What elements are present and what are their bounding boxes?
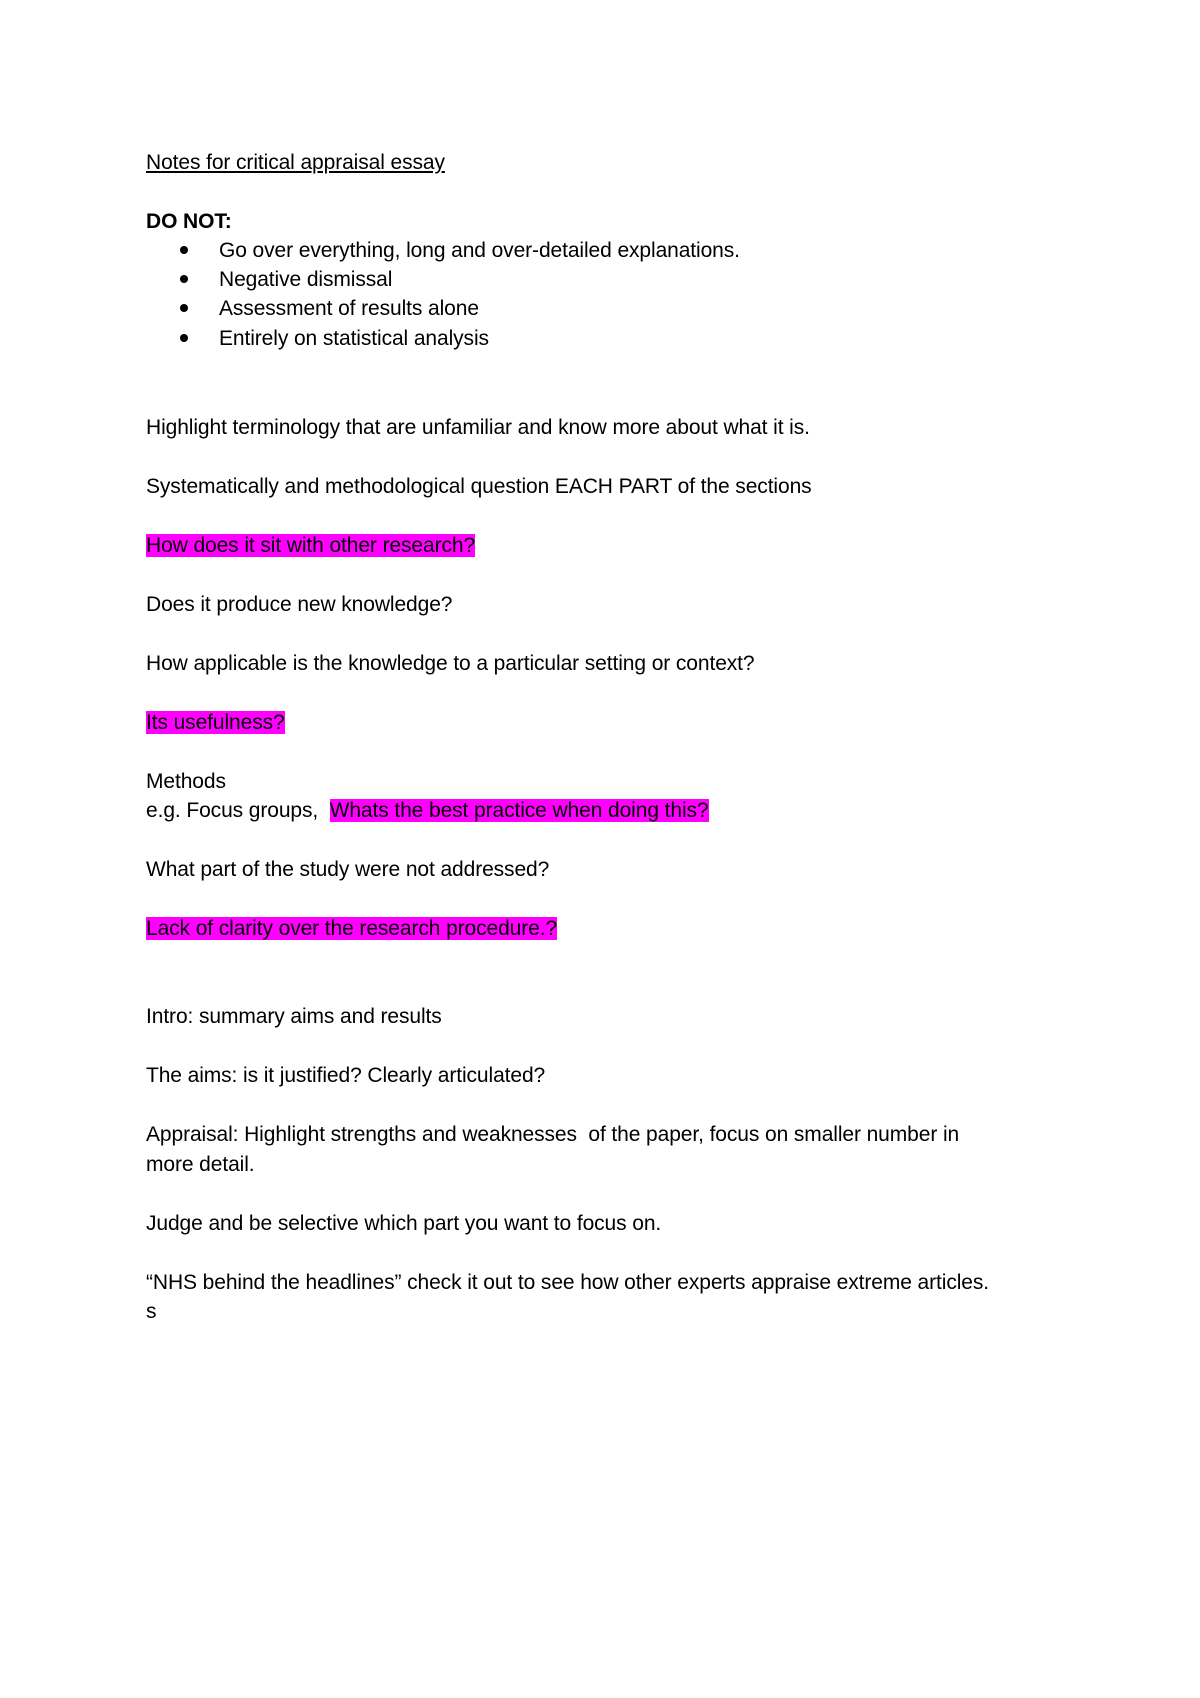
- paragraph-appraisal-line-1: Appraisal: Highlight strengths and weaknesses of the paper, focus on smaller number in: [146, 1123, 960, 1146]
- do-not-item: Go over everything, long and over-detailed explanations.: [219, 239, 740, 262]
- bullet-dot: [180, 275, 188, 283]
- paragraph-new-knowledge: Does it produce new knowledge?: [146, 593, 453, 616]
- paragraph-intro: Intro: summary aims and results: [146, 1005, 442, 1028]
- bullet-dot: [180, 246, 188, 254]
- highlighted-text: How does it sit with other research?: [146, 534, 476, 557]
- bullet-dot: [180, 304, 188, 312]
- highlighted-text: Its usefulness?: [146, 711, 285, 734]
- paragraph-nhs: “NHS behind the headlines” check it out to see how other experts appraise extreme articles.: [146, 1271, 990, 1294]
- highlighted-text: Lack of clarity over the research procedure.?: [146, 917, 558, 940]
- do-not-heading: DO NOT:: [146, 210, 232, 233]
- paragraph-usefulness: [146, 709, 285, 737]
- paragraph-not-addressed: What part of the study were not addressed?: [146, 858, 550, 881]
- highlighted-text: Whats the best practice when doing this?: [329, 799, 709, 822]
- paragraph-highlight-terminology: Highlight terminology that are unfamiliar and know more about what it is.: [146, 416, 810, 439]
- paragraph-methods: Methods: [146, 770, 226, 793]
- example-prefix: e.g. Focus groups,: [146, 799, 330, 822]
- bullet-dot: [180, 334, 188, 342]
- paragraph-applicable: How applicable is the knowledge to a particular setting or context?: [146, 652, 755, 675]
- paragraph-lack-clarity: [146, 915, 557, 943]
- do-not-item: Entirely on statistical analysis: [219, 327, 489, 350]
- paragraph-aims: The aims: is it justified? Clearly articulated?: [146, 1064, 546, 1087]
- paragraph-example: [146, 797, 709, 825]
- paragraph-systematically: Systematically and methodological question EACH PART of the sections: [146, 475, 812, 498]
- do-not-item: Assessment of results alone: [219, 297, 479, 320]
- paragraph-stray-character: s: [146, 1300, 157, 1323]
- paragraph-judge: Judge and be selective which part you want to focus on.: [146, 1212, 662, 1235]
- document-title: Notes for critical appraisal essay: [146, 151, 445, 174]
- paragraph-appraisal-line-2: more detail.: [146, 1153, 255, 1176]
- paragraph-how-sit: [146, 532, 475, 560]
- do-not-item: Negative dismissal: [219, 268, 393, 291]
